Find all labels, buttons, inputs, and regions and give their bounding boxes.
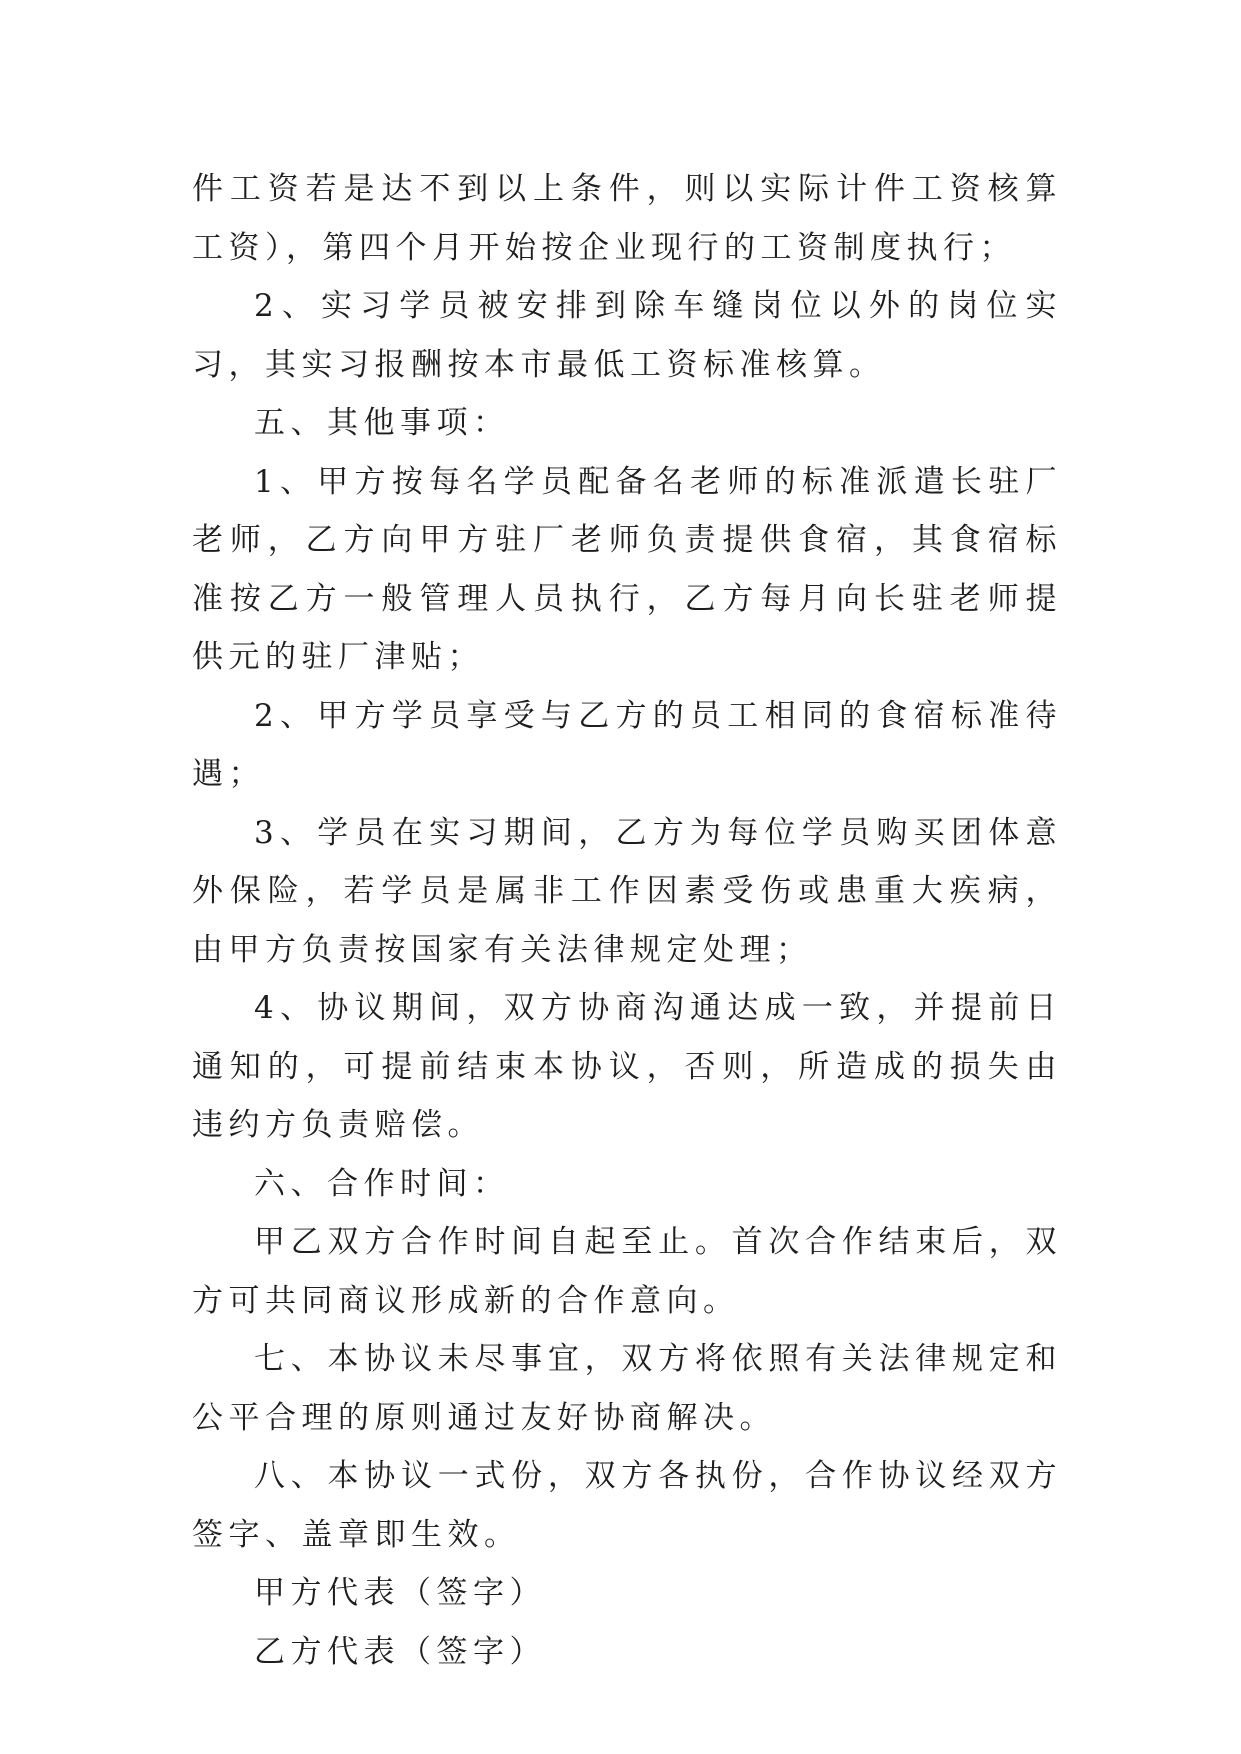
paragraph-item-3-insurance: 3、学员在实习期间，乙方为每位学员购买团体意外保险，若学员是属非工作因素受伤或患重大疾病，由甲方负责按国家有关法律规定处理；: [192, 814, 1062, 968]
section-eight: 八、本协议一式份，双方各执份，合作协议经双方签字、盖章即生效。: [192, 1458, 1062, 1553]
document-body: [192, 160, 1062, 1681]
paragraph-continuation: 件工资若是达不到以上条件，则以实际计件工资核算工资），第四个月开始按企业现行的工资制度执行；: [192, 171, 1062, 266]
section-seven: 七、本协议未尽事宜，双方将依照有关法律规定和公平合理的原则通过友好协商解决。: [192, 1341, 1062, 1436]
signature-party-b: 乙方代表（签字）: [254, 1633, 546, 1670]
paragraph-item-1: 1、甲方按每名学员配备名老师的标准派遣长驻厂老师，乙方向甲方驻厂老师负责提供食宿，其食宿标准按乙方一般管理人员执行，乙方每月向长驻老师提供元的驻厂津贴；: [192, 463, 1062, 675]
signature-party-a: 甲方代表（签字）: [254, 1575, 546, 1611]
paragraph-cooperation-time: 甲乙双方合作时间自起至止。首次合作结束后，双方可共同商议形成新的合作意向。: [192, 1224, 1062, 1319]
paragraph-item-4-termination: 4、协议期间，双方协商沟通达成一致，并提前日通知的，可提前结束本协议，否则，所造成的损失由违约方负责赔偿。: [192, 990, 1062, 1143]
section-heading-other-matters: 五、其他事项：: [254, 405, 510, 441]
paragraph-item-2: 2、实习学员被安排到除车缝岗位以外的岗位实习，其实习报酬按本市最低工资标准核算。: [192, 288, 1062, 383]
paragraph-item-2-meals: 2、甲方学员享受与乙方的员工相同的食宿标准待遇；: [192, 697, 1062, 792]
section-heading-cooperation-time: 六、合作时间：: [254, 1165, 510, 1202]
